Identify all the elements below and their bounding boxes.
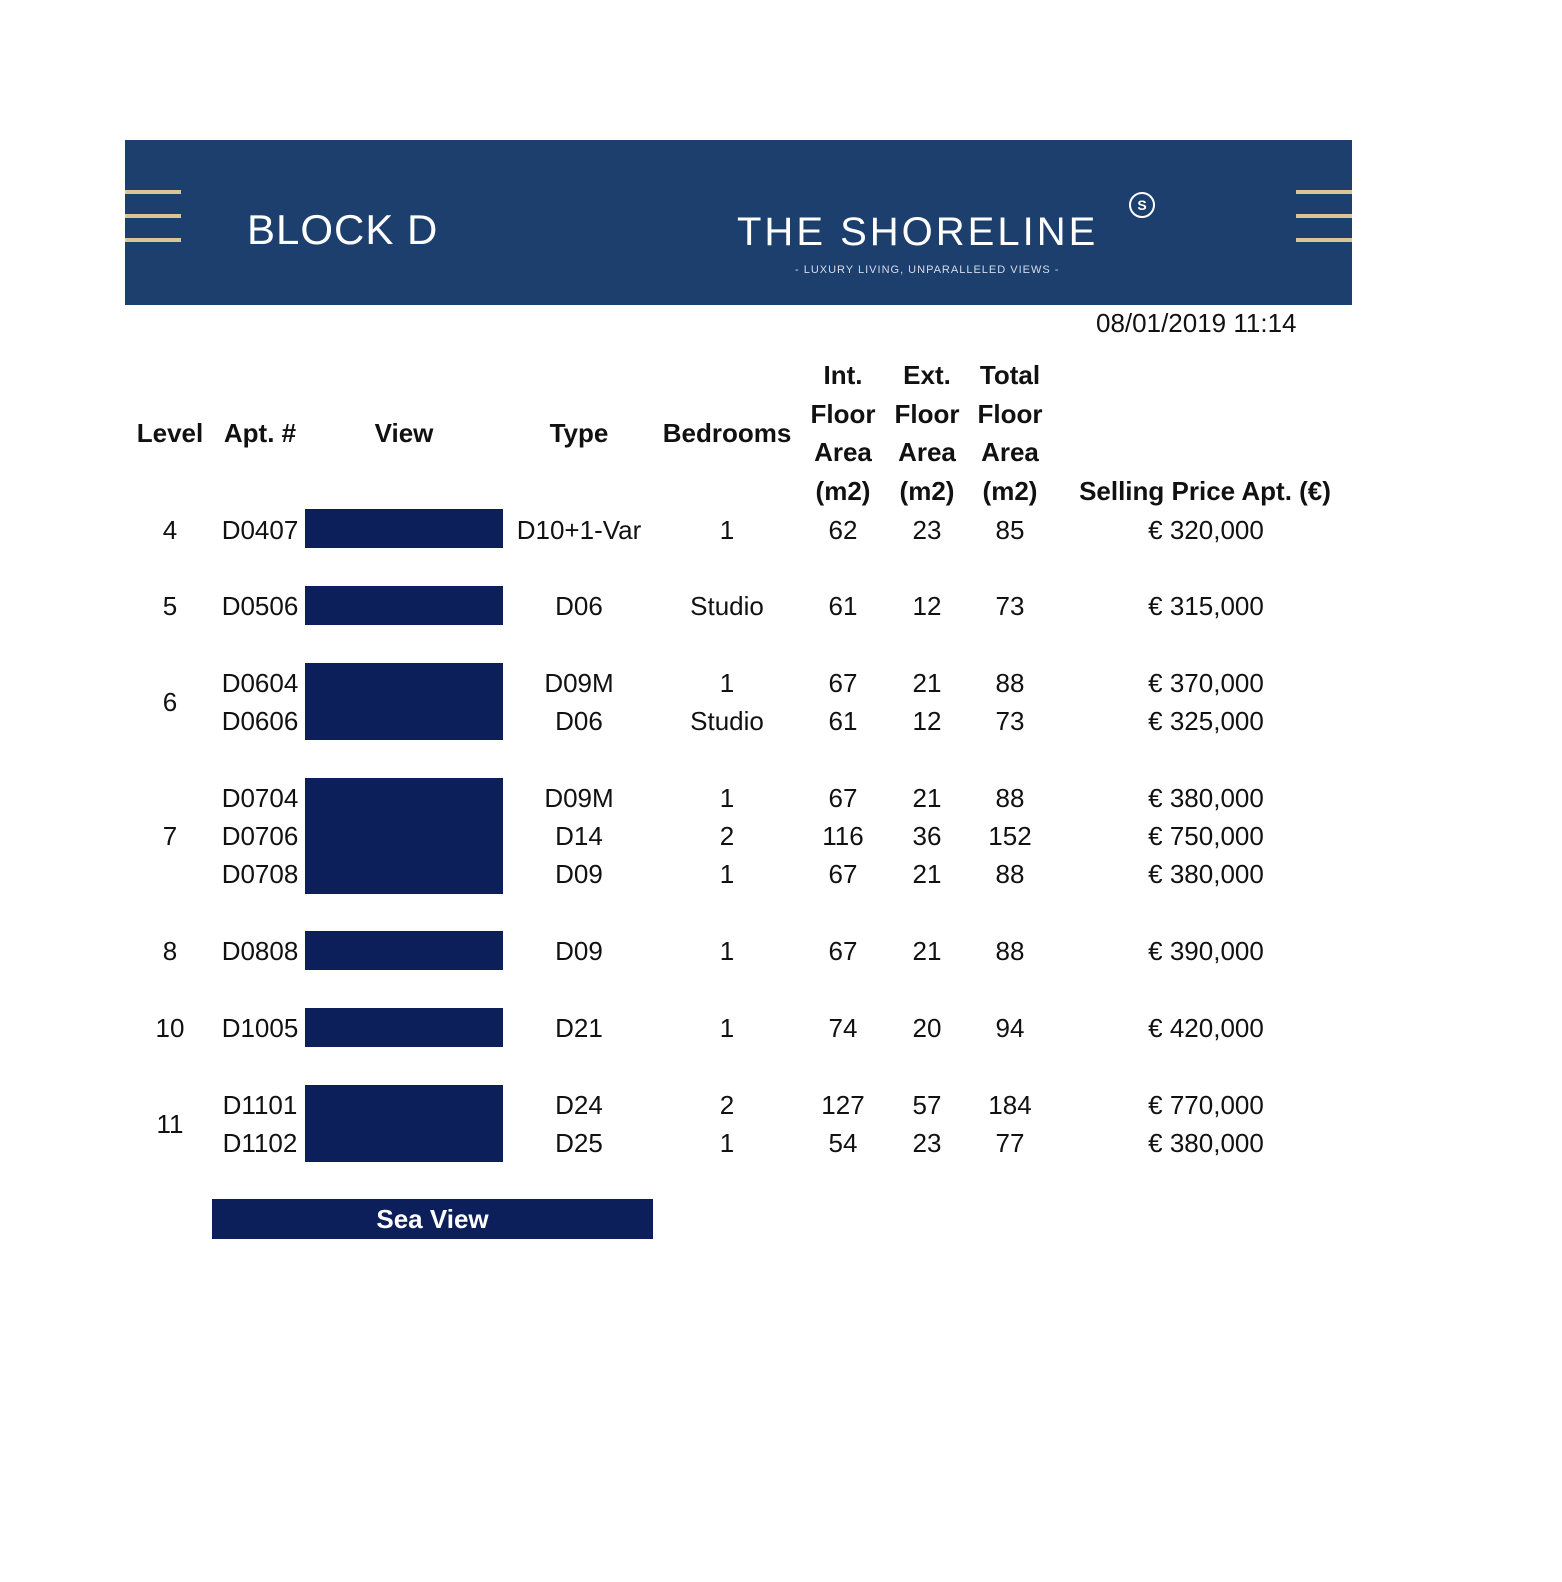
apt-type: D09M (544, 668, 614, 698)
apt-int-area: 67 (828, 783, 858, 813)
apt-bedrooms: Studio (690, 706, 764, 736)
apt-int-area: 67 (828, 668, 858, 698)
header-tot-line1: Total (979, 360, 1041, 390)
apt-price: € 380,000 (1148, 859, 1264, 889)
apt-total-area: 88 (995, 783, 1025, 813)
header-int-line3: Area (814, 437, 872, 467)
level-label: 4 (162, 515, 178, 545)
apt-type: D14 (555, 821, 603, 851)
apt-total-area: 73 (995, 706, 1025, 736)
apt-int-area: 62 (828, 515, 858, 545)
header-ext-line4: (m2) (899, 475, 955, 506)
apt-number: D0708 (221, 859, 299, 889)
level-label: 5 (162, 591, 178, 621)
apt-type: D25 (555, 1128, 603, 1158)
apt-ext-area: 23 (912, 515, 942, 545)
apt-number: D0407 (221, 515, 299, 545)
sea-view-legend: Sea View (212, 1199, 653, 1239)
apt-int-area: 127 (821, 1090, 865, 1120)
apt-price: € 320,000 (1148, 515, 1264, 545)
apt-type: D09 (555, 859, 603, 889)
level-label: 7 (162, 821, 178, 851)
apt-bedrooms: 2 (719, 821, 735, 851)
header-int-area (808, 356, 878, 510)
apt-total-area: 184 (988, 1090, 1032, 1120)
logo-badge-icon: S (1129, 192, 1155, 218)
apt-total-area: 77 (995, 1128, 1025, 1158)
apt-type: D06 (555, 706, 603, 736)
header-level: Level (136, 418, 204, 448)
apt-total-area: 152 (988, 821, 1032, 851)
level-label: 6 (162, 687, 178, 717)
apt-number: D0808 (221, 936, 299, 966)
apt-number: D0706 (221, 821, 299, 851)
apt-number: D1102 (222, 1128, 298, 1158)
apt-int-area: 74 (828, 1013, 858, 1043)
sea-view-bar (305, 663, 503, 740)
logo-tagline: - LUXURY LIVING, UNPARALLELED VIEWS - (795, 264, 1060, 276)
apt-type: D10+1-Var (516, 515, 642, 545)
apt-bedrooms: 1 (719, 1128, 735, 1158)
apt-total-area: 88 (995, 936, 1025, 966)
shoreline-logo: THE SHORELINE (737, 210, 1099, 254)
apt-number: D1005 (221, 1013, 299, 1043)
apt-type: D09 (555, 936, 603, 966)
apt-price: € 380,000 (1148, 783, 1264, 813)
level-label: 11 (156, 1109, 184, 1139)
sea-view-bar (305, 509, 503, 548)
apt-price: € 750,000 (1148, 821, 1264, 851)
apt-ext-area: 21 (912, 668, 942, 698)
sea-view-bar (305, 931, 503, 970)
level-label: 10 (155, 1013, 185, 1043)
apt-int-area: 54 (828, 1128, 858, 1158)
apt-total-area: 88 (995, 859, 1025, 889)
apt-ext-area: 20 (912, 1013, 942, 1043)
apt-price: € 315,000 (1148, 591, 1264, 621)
sea-view-bar (305, 586, 503, 625)
header-tot-line3: Area (981, 437, 1039, 467)
apt-ext-area: 12 (912, 591, 942, 621)
apt-price: € 325,000 (1148, 706, 1264, 736)
apt-ext-area: 12 (912, 706, 942, 736)
apt-bedrooms: 1 (719, 1013, 735, 1043)
apt-type: D21 (555, 1013, 603, 1043)
header-total-area (974, 356, 1046, 510)
apt-bedrooms: 2 (719, 1090, 735, 1120)
header-tot-line4: (m2) (982, 475, 1038, 506)
apt-number: D0704 (221, 783, 299, 813)
apt-ext-area: 21 (912, 859, 942, 889)
apt-int-area: 61 (828, 591, 858, 621)
apt-total-area: 94 (995, 1013, 1025, 1043)
header-type: Type (549, 418, 609, 448)
header-int-line4: (m2) (815, 475, 871, 506)
apt-bedrooms: 1 (719, 859, 735, 889)
apt-number: D0604 (221, 668, 299, 698)
apt-type: D09M (544, 783, 614, 813)
apt-ext-area: 21 (912, 936, 942, 966)
sea-view-bar (305, 1085, 503, 1162)
apt-bedrooms: 1 (719, 668, 735, 698)
apt-number: D1101 (222, 1090, 298, 1120)
header-tot-line2: Floor (977, 398, 1043, 429)
header-ext-line3: Area (898, 437, 956, 467)
apt-price: € 370,000 (1148, 668, 1264, 698)
apt-total-area: 85 (995, 515, 1025, 545)
apt-bedrooms: 1 (719, 515, 735, 545)
apt-bedrooms: Studio (690, 591, 764, 621)
apt-type: D24 (555, 1090, 603, 1120)
header-int-line1: Int. (823, 360, 863, 390)
header-int-line2: Floor (810, 398, 876, 429)
header-ext-line2: Floor (894, 398, 960, 429)
apt-bedrooms: 1 (719, 936, 735, 966)
level-label: 8 (162, 936, 178, 966)
apt-number: D0606 (221, 706, 299, 736)
decorative-lines-left (125, 190, 181, 262)
apt-price: € 390,000 (1148, 936, 1264, 966)
apt-bedrooms: 1 (719, 783, 735, 813)
header-view: View (374, 418, 434, 448)
apt-ext-area: 23 (912, 1128, 942, 1158)
apt-price: € 420,000 (1148, 1013, 1264, 1043)
header-price: Selling Price Apt. (€) (1079, 476, 1331, 506)
apt-price: € 770,000 (1148, 1090, 1264, 1120)
apt-total-area: 88 (995, 668, 1025, 698)
apt-int-area: 67 (828, 859, 858, 889)
decorative-lines-right (1296, 190, 1352, 262)
apt-int-area: 116 (822, 821, 864, 851)
sea-view-bar (305, 778, 503, 894)
apt-number: D0506 (221, 591, 299, 621)
apt-type: D06 (555, 591, 603, 621)
sea-view-bar (305, 1008, 503, 1047)
apt-price: € 380,000 (1148, 1128, 1264, 1158)
header-ext-area (892, 356, 962, 510)
apt-ext-area: 36 (912, 821, 942, 851)
apt-int-area: 61 (828, 706, 858, 736)
timestamp: 08/01/2019 11:14 (1096, 308, 1297, 338)
apt-total-area: 73 (995, 591, 1025, 621)
block-title: BLOCK D (247, 206, 439, 253)
header-apt: Apt. # (223, 418, 297, 448)
header-ext-line1: Ext. (903, 360, 951, 390)
apt-ext-area: 57 (912, 1090, 942, 1120)
header-bedrooms: Bedrooms (662, 418, 792, 448)
apt-ext-area: 21 (912, 783, 942, 813)
header-banner (125, 140, 1352, 305)
apt-int-area: 67 (828, 936, 858, 966)
